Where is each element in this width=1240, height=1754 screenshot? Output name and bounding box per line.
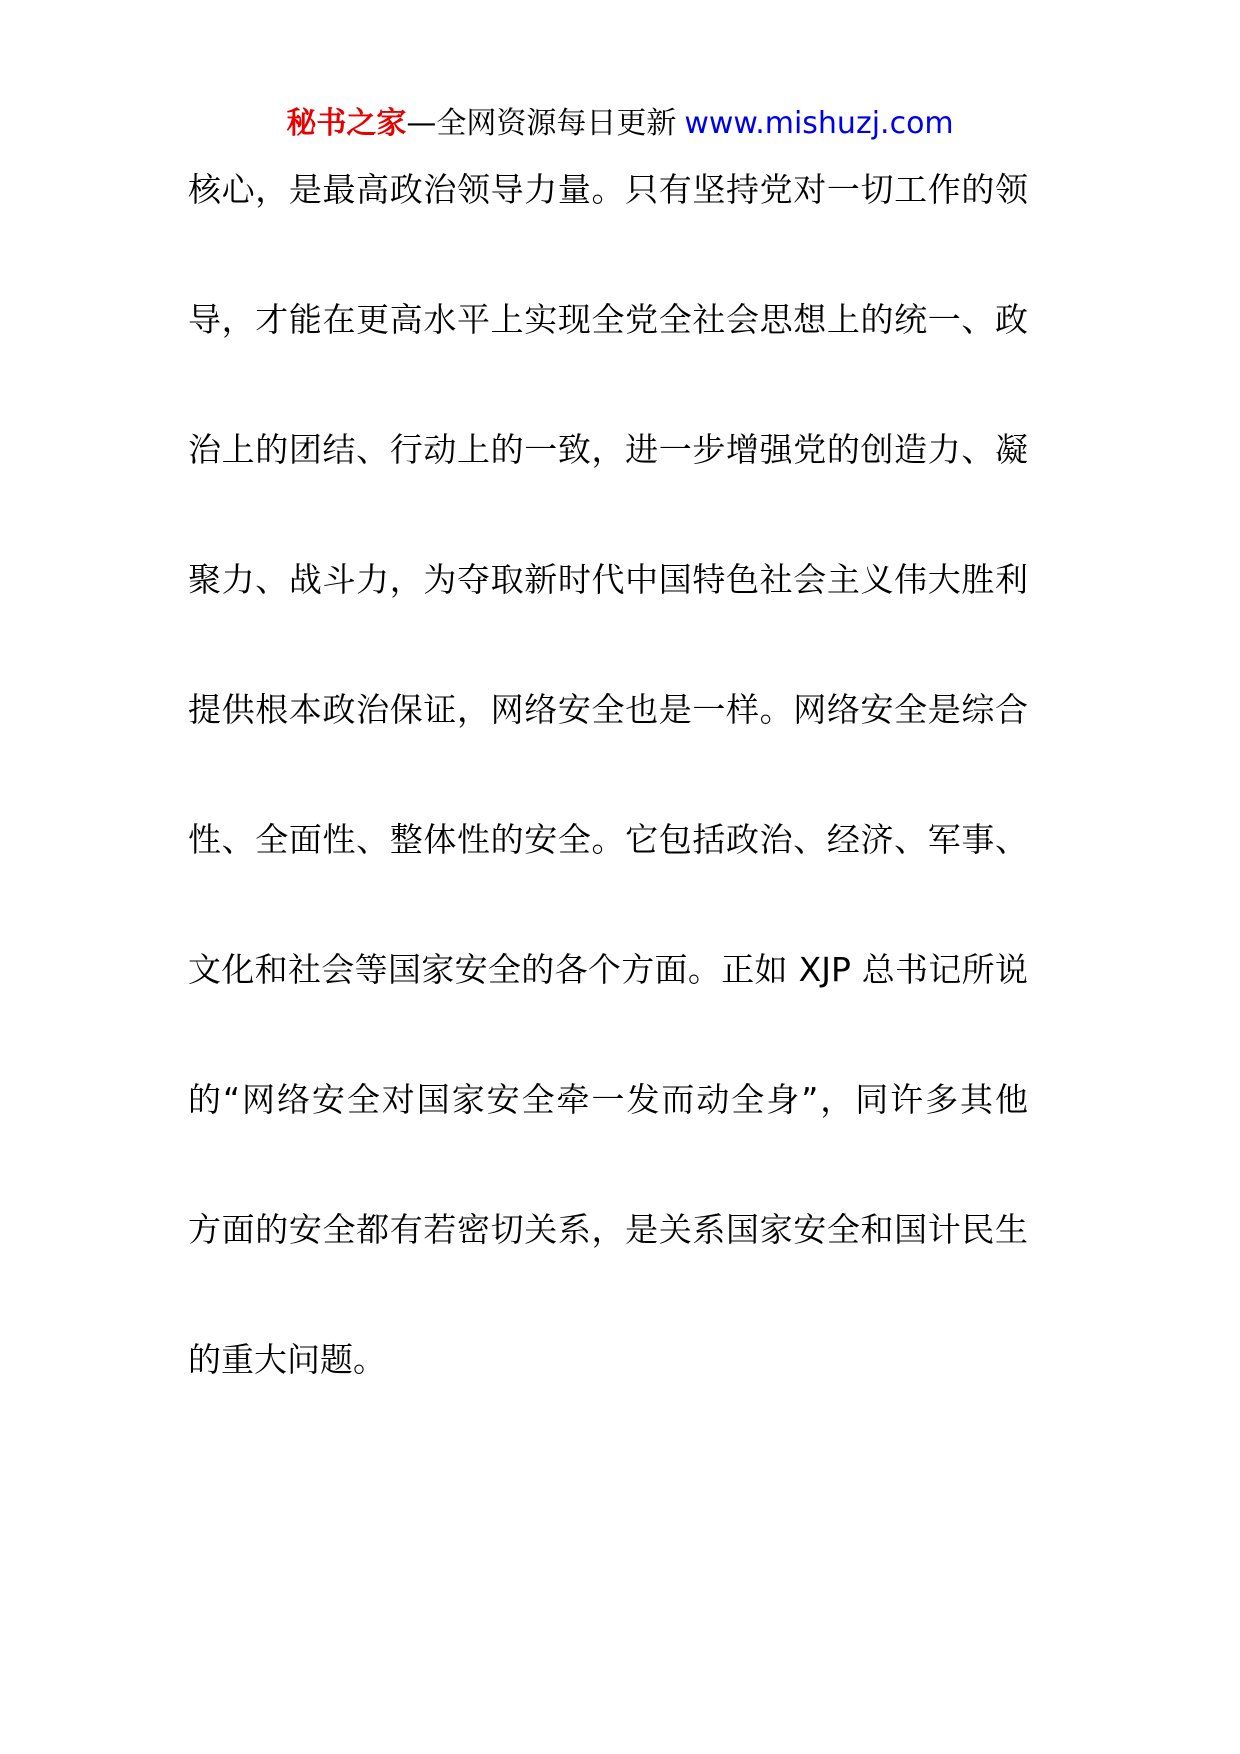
site-url-link[interactable]: www.mishuzj.com [684, 106, 954, 141]
paragraph-line: 聚力、战斗力，为夺取新时代中国特色社会主义伟大胜利 [188, 560, 1028, 599]
paragraph-line: 治上的团结、行动上的一致，进一步增强党的创造力、凝 [188, 430, 1028, 469]
paragraph-line: 方面的安全都有若密切关系，是关系国家安全和国计民生 [188, 1210, 1028, 1249]
paragraph-line: 文化和社会等国家安全的各个方面。正如 XJP 总书记所说 [188, 950, 1028, 989]
paragraph-line: 核心，是最高政治领导力量。只有坚持党对一切工作的领 [188, 170, 1028, 209]
paragraph-line: 性、全面性、整体性的安全。它包括政治、经济、军事、 [188, 820, 1028, 859]
page-header [0, 104, 1240, 144]
document-body [188, 166, 1028, 1466]
paragraph-line: 的“网络安全对国家安全牵一发而动全身”，同许多其他 [188, 1080, 1028, 1119]
paragraph-line: 提供根本政治保证，网络安全也是一样。网络安全是综合 [188, 690, 1028, 729]
paragraph-line: 导，才能在更高水平上实现全党全社会思想上的统一、政 [188, 300, 1028, 339]
brand-name: 秘书之家 [286, 106, 407, 141]
header-slogan: —全网资源每日更新 [406, 106, 677, 141]
paragraph-line: 的重大问题。 [188, 1340, 386, 1379]
